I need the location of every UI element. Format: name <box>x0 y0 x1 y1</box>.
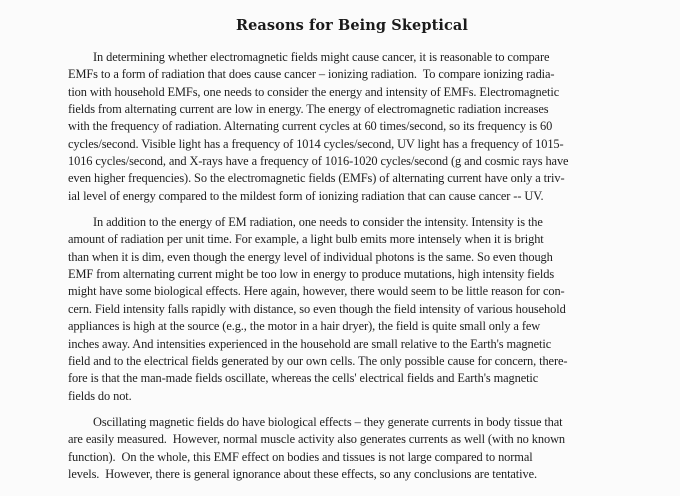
text-line: amount of radiation per unit time. For example, a light bulb emits more intensely when it is bright <box>68 232 544 247</box>
paragraph <box>68 49 636 205</box>
text-line: might have some biological effects. Here again, however, there would seem to be little reason for con- <box>68 284 565 299</box>
text-line: EMFs to a form of radiation that does cause cancer – ionizing radiation. To compare ionizing radia- <box>68 67 555 82</box>
text-line: fields do not. <box>68 388 132 403</box>
text-line: inches away. And intensities experienced in the household are small relative to the Earth's magnetic <box>68 336 552 351</box>
text-line: with the frequency of radiation. Alternating current cycles at 60 times/second, so its frequency is 60 <box>68 119 553 134</box>
text-line: are easily measured. However, normal muscle activity also generates currents as well (with no known <box>68 432 566 447</box>
document-body <box>68 49 636 483</box>
text-line: tion with household EMFs, one needs to consider the energy and intensity of EMFs. Electromagnetic <box>68 84 560 99</box>
text-line: 1016 cycles/second, and X-rays have a frequency of 1016-1020 cycles/second (g and cosmic rays have <box>68 154 569 169</box>
paragraph <box>68 214 636 405</box>
text-line: Oscillating magnetic fields do have biological effects – they generate currents in body tissue that <box>93 414 563 429</box>
text-line: fields from alternating current are low in energy. The energy of electromagnetic radiation increases <box>68 102 549 117</box>
text-line: levels. However, there is general ignorance about these effects, so any conclusions are tentative. <box>68 466 537 481</box>
text-line: even higher frequencies). So the electromagnetic fields (EMFs) of alternating current have only a triv- <box>68 171 565 186</box>
text-line: than when it is dim, even though the energy level of individual photons is the same. So even though <box>68 249 553 264</box>
text-line: In addition to the energy of EM radiation, one needs to consider the intensity. Intensity is the <box>93 215 543 230</box>
text-line: cern. Field intensity falls rapidly with distance, so even though the field intensity of various household <box>68 301 566 316</box>
text-line: field and to the electrical fields generated by our own cells. The only possible cause for concern, there- <box>68 353 568 368</box>
document-title: Reasons for Being Skeptical <box>235 17 469 34</box>
text-line: cycles/second. Visible light has a frequency of 1014 cycles/second, UV light has a frequency of 1015- <box>68 136 564 151</box>
paragraph <box>68 414 636 483</box>
text-line: fore is that the man-made fields oscillate, whereas the cells' electrical fields and Earth's magnetic <box>68 371 539 386</box>
text-line: EMF from alternating current might be too low in energy to produce mutations, high intensity fields <box>68 267 555 282</box>
text-line: ial level of energy compared to the mildest form of ionizing radiation that can cause cancer -- UV. <box>68 188 544 203</box>
text-line: function). On the whole, this EMF effect on bodies and tissues is not large compared to normal <box>68 449 533 464</box>
text-line: In determining whether electromagnetic fields might cause cancer, it is reasonable to compare <box>93 50 550 64</box>
text-line: appliances is high at the source (e.g., the motor in a hair dryer), the field is quite small only a few <box>68 319 541 334</box>
